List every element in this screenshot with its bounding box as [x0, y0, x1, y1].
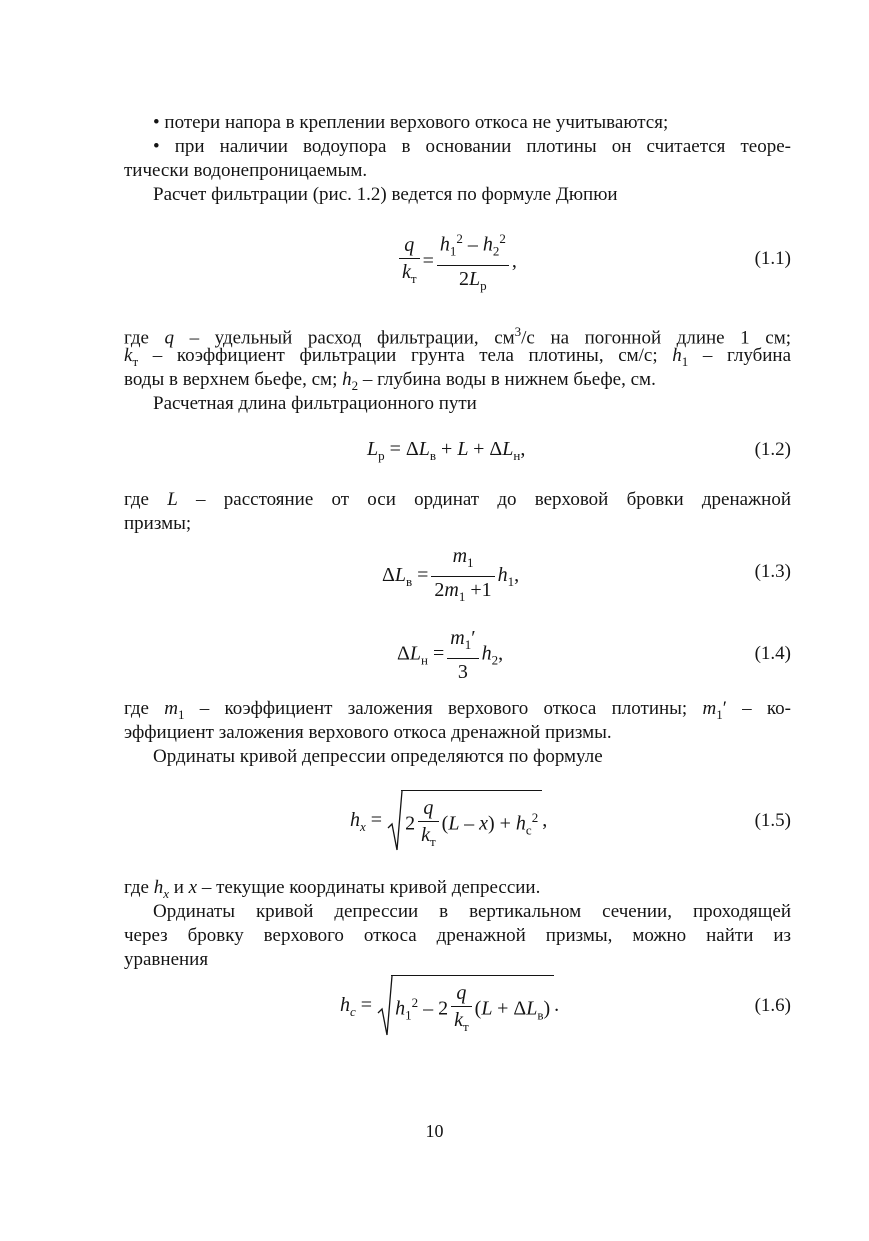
formula-1-2: $L_р = \Delta L_в + L + \Delta L_н$, (1.2)	[367, 438, 791, 463]
text-line: эффициент заложения верхового откоса дренажной призмы.	[124, 722, 612, 743]
formula-1-6: $h_c$ = $h_1^2 - 2$ $\frac{q}{k_т}$ $(L + \Delta L_в)$ . (1.6)	[124, 975, 791, 1039]
formula-1-1: $\frac{q}{k_т}$ = $\frac{h_1^2 - h_2^2}{2L_р}$ , (1.1)	[124, 226, 791, 290]
equation-number: (1.1)	[754, 248, 791, 269]
bullet-line-1: • потери напора в креплении верхового откоса не учитываются;	[153, 112, 669, 133]
text-line: где q – удельный расход фильтрации, $см^3/с$ на погонной длине 1 см;	[124, 324, 791, 349]
page-number: 10	[425, 1121, 444, 1141]
equation-number: (1.6)	[754, 995, 791, 1016]
formula-1-4: $\Delta L_н$ = $\frac{m_1'}{3}$ $h_2$, (1.4)	[397, 627, 791, 683]
text-line: где $m_1$ – коэффициент заложения верхового откоса плотины; $m_1' - ко-$	[124, 698, 791, 722]
text-line: $k_т$ – коэффициент фильтрации грунта тела плотины, см/с; $h_1$ – глубина	[124, 345, 792, 369]
equation-number: (1.4)	[754, 643, 791, 664]
text-line: где $h_x$ и x – текущие координаты кривой депрессии.	[124, 877, 541, 901]
equation-number: (1.3)	[754, 561, 791, 582]
text-line: Ординаты кривой депрессии определяются по формуле	[153, 746, 603, 767]
text-line: воды в верхнем бьефе, см; $h_2$ – глубина воды в нижнем бьефе, см.	[124, 369, 656, 393]
sqrt-sign: $h_1^2 - 2$ $\frac{q}{k_т}$ $(L + \Delta L_в)$	[377, 975, 554, 1038]
text-line: Расчет фильтрации (рис. 1.2) ведется по формуле Дюпюи	[153, 184, 618, 205]
formula-1-3: $\Delta L_в$ = $\frac{m_1}{2m_1 +1}$ $h_1$, (1.3)	[382, 545, 791, 604]
text-line: где L – расстояние от оси ординат до верховой бровки дренажной	[124, 489, 792, 510]
formula-1-5: $h_x$ = 2 $\frac{q}{k_т}$ $(L - x) + h_c^2$ , (1.5)	[124, 790, 791, 854]
text-line: Ординаты кривой депрессии в вертикальном сечении, проходящей	[153, 901, 791, 922]
text-line: уравнения	[124, 949, 209, 970]
equation-number: (1.5)	[754, 810, 791, 831]
text-line: тически водонепроницаемым.	[124, 160, 368, 181]
sqrt-sign: 2 $\frac{q}{k_т}$ $(L - x) + h_c^2$	[387, 790, 542, 853]
text-line: призмы;	[124, 513, 192, 534]
text-line: через бровку верхового откоса дренажной призмы, можно найти из	[124, 925, 791, 946]
text-line: Расчетная длина фильтрационного пути	[153, 393, 477, 414]
equation-number: (1.2)	[754, 439, 791, 460]
bullet-line-2: • при наличии водоупора в основании плотины он считается теоре-	[153, 136, 791, 157]
